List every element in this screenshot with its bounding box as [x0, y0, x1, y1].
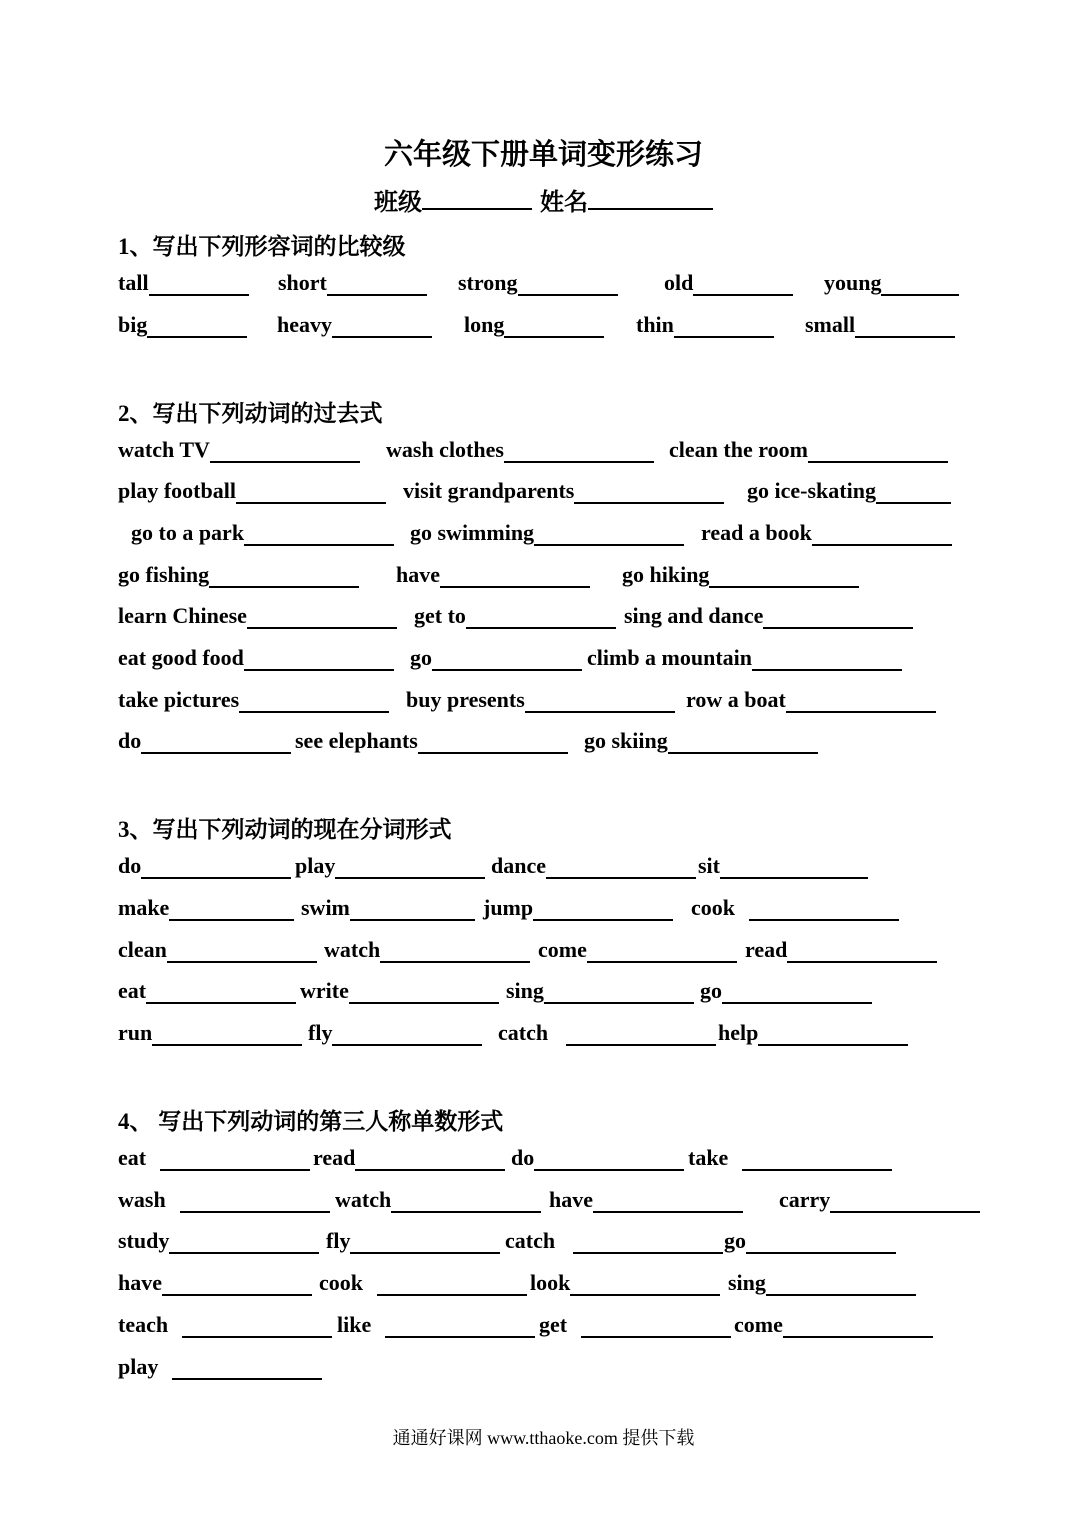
exercise-item: [691, 893, 899, 921]
exercise-item: [747, 476, 951, 504]
exercise-item: [319, 1268, 527, 1296]
answer-blank[interactable]: [546, 851, 696, 879]
answer-blank[interactable]: [466, 601, 616, 629]
answer-blank[interactable]: [335, 851, 485, 879]
exercise-item: [118, 893, 294, 921]
answer-blank[interactable]: [581, 1310, 731, 1338]
answer-blank[interactable]: [693, 268, 793, 296]
word-label: tall: [118, 270, 149, 295]
word-label: strong: [458, 270, 518, 295]
answer-blank[interactable]: [742, 1143, 892, 1171]
word-label: take: [688, 1145, 729, 1170]
word-label: big: [118, 312, 148, 337]
exercise-item: [300, 976, 499, 1004]
exercise-item: [118, 976, 296, 1004]
word-label: go ice-skating: [747, 478, 876, 503]
word-label: buy presents: [406, 687, 525, 712]
exercise-item: [131, 518, 394, 546]
word-label: carry: [779, 1187, 831, 1212]
answer-blank[interactable]: [876, 476, 951, 504]
answer-blank[interactable]: [332, 310, 432, 338]
exercise-item: [118, 1226, 319, 1254]
exercise-item: [118, 1018, 302, 1046]
answer-blank[interactable]: [146, 976, 296, 1004]
exercise-item: [295, 851, 485, 879]
exercise-item: [538, 935, 737, 963]
word-label: wash clothes: [386, 437, 504, 462]
answer-blank[interactable]: [210, 435, 360, 463]
answer-blank[interactable]: [349, 976, 499, 1004]
answer-blank[interactable]: [180, 1185, 330, 1213]
word-label: short: [278, 270, 327, 295]
answer-blank[interactable]: [152, 1018, 302, 1046]
word-label: go fishing: [118, 562, 210, 587]
exercise-item: [118, 1352, 322, 1380]
word-label: come: [538, 937, 587, 962]
exercise-item: [335, 1185, 541, 1213]
word-label: old: [664, 270, 694, 295]
exercise-item: [295, 726, 568, 754]
answer-blank[interactable]: [783, 1310, 933, 1338]
word-label: look: [530, 1270, 571, 1295]
exercise-item: [701, 518, 952, 546]
class-name-line: [0, 182, 1087, 217]
answer-blank[interactable]: [355, 1143, 505, 1171]
answer-blank[interactable]: [141, 726, 291, 754]
answer-blank[interactable]: [534, 518, 684, 546]
exercise-item: [483, 893, 673, 921]
exercise-item: [824, 268, 959, 296]
answer-blank[interactable]: [749, 893, 899, 921]
word-label: dance: [491, 853, 546, 878]
exercise-item: [118, 1268, 312, 1296]
word-label: come: [734, 1312, 783, 1337]
answer-blank[interactable]: [167, 935, 317, 963]
word-label: sit: [698, 853, 720, 878]
answer-blank[interactable]: [141, 851, 291, 879]
answer-blank[interactable]: [327, 268, 427, 296]
answer-blank[interactable]: [720, 851, 868, 879]
word-label: like: [337, 1312, 372, 1337]
word-label: do: [118, 728, 142, 753]
word-label: have: [549, 1187, 593, 1212]
answer-blank[interactable]: [812, 518, 952, 546]
answer-blank[interactable]: [172, 1352, 322, 1380]
answer-blank[interactable]: [380, 935, 530, 963]
exercise-item: [406, 685, 675, 713]
page-title: 六年级下册单词变形练习: [383, 139, 703, 171]
exercise-item: [530, 1268, 720, 1296]
exercise-item: [728, 1268, 916, 1296]
exercise-item: [118, 476, 386, 504]
exercise-item: [505, 1226, 723, 1254]
word-label: study: [118, 1228, 170, 1253]
word-label: get to: [414, 603, 466, 628]
answer-blank[interactable]: [149, 268, 249, 296]
word-label: do: [118, 853, 142, 878]
exercise-item: [118, 685, 389, 713]
word-label: go: [724, 1228, 746, 1253]
word-label: fly: [326, 1228, 351, 1253]
exercise-item: [458, 268, 618, 296]
answer-blank[interactable]: [162, 1268, 312, 1296]
answer-blank[interactable]: [432, 643, 582, 671]
exercise-item: [414, 601, 616, 629]
answer-blank[interactable]: [758, 1018, 908, 1046]
exercise-item: [805, 310, 955, 338]
exercise-item: [584, 726, 818, 754]
answer-blank[interactable]: [440, 560, 590, 588]
word-label: thin: [636, 312, 674, 337]
answer-blank[interactable]: [350, 1226, 500, 1254]
answer-blank[interactable]: [182, 1310, 332, 1338]
exercise-item: [278, 268, 427, 296]
word-label: clean: [118, 937, 167, 962]
exercise-item: [118, 851, 291, 879]
exercise-item: [498, 1018, 716, 1046]
answer-blank[interactable]: [236, 476, 386, 504]
exercise-item: [313, 1143, 505, 1171]
word-label: play football: [118, 478, 236, 503]
word-label: take pictures: [118, 687, 240, 712]
word-label: go hiking: [622, 562, 710, 587]
word-label: cook: [319, 1270, 363, 1295]
exercise-item: [118, 643, 394, 671]
word-label: cook: [691, 895, 735, 920]
word-label: play: [118, 1354, 159, 1379]
word-label: sing: [506, 978, 544, 1003]
exercise-item: [386, 435, 654, 463]
section-title-4: 4、 写出下列动词的第三人称单数形式: [118, 1109, 504, 1134]
exercise-item: [118, 310, 247, 338]
exercise-item: [624, 601, 913, 629]
answer-blank[interactable]: [247, 601, 397, 629]
answer-blank[interactable]: [239, 685, 389, 713]
answer-blank[interactable]: [147, 310, 247, 338]
exercise-item: [539, 1310, 731, 1338]
exercise-item: [686, 685, 936, 713]
exercise-item: [587, 643, 902, 671]
word-label: small: [805, 312, 856, 337]
exercise-item: [301, 893, 475, 921]
word-label: make: [118, 895, 170, 920]
exercise-item: [549, 1185, 743, 1213]
exercise-item: [337, 1310, 535, 1338]
answer-blank[interactable]: [533, 893, 673, 921]
exercise-item: [277, 310, 432, 338]
answer-blank[interactable]: [525, 685, 675, 713]
exercise-item: [118, 268, 249, 296]
exercise-item: [734, 1310, 933, 1338]
word-label: watch: [335, 1187, 392, 1212]
exercise-item: [118, 935, 317, 963]
word-label: sing and dance: [624, 603, 764, 628]
exercise-item: [308, 1018, 482, 1046]
section-title-2: 2、写出下列动词的过去式: [118, 401, 383, 426]
word-label: heavy: [277, 312, 332, 337]
class-label: 班级: [374, 190, 422, 216]
word-label: catch: [498, 1020, 549, 1045]
exercise-item: [118, 1143, 310, 1171]
word-label: run: [118, 1020, 153, 1045]
answer-blank[interactable]: [418, 726, 568, 754]
answer-blank[interactable]: [763, 601, 913, 629]
answer-blank[interactable]: [244, 518, 394, 546]
answer-blank[interactable]: [209, 560, 359, 588]
word-label: eat: [118, 1145, 147, 1170]
answer-blank[interactable]: [881, 268, 959, 296]
exercise-item: [118, 435, 360, 463]
answer-blank[interactable]: [385, 1310, 535, 1338]
answer-blank[interactable]: [668, 726, 818, 754]
answer-blank[interactable]: [504, 310, 604, 338]
exercise-item: [636, 310, 774, 338]
answer-blank[interactable]: [244, 643, 394, 671]
answer-blank[interactable]: [830, 1185, 980, 1213]
word-label: eat: [118, 978, 147, 1003]
answer-blank[interactable]: [169, 893, 294, 921]
answer-blank[interactable]: [674, 310, 774, 338]
answer-blank[interactable]: [544, 976, 694, 1004]
answer-blank[interactable]: [752, 643, 902, 671]
exercise-item: [669, 435, 948, 463]
word-label: eat good food: [118, 645, 244, 670]
exercise-item: [118, 726, 291, 754]
exercise-item: [622, 560, 859, 588]
exercise-item: [118, 1310, 332, 1338]
word-label: have: [396, 562, 440, 587]
word-label: go skiing: [584, 728, 668, 753]
answer-blank[interactable]: [518, 268, 618, 296]
word-label: row a boat: [686, 687, 786, 712]
section-title-1: 1、写出下列形容词的比较级: [118, 234, 406, 259]
word-label: visit grandparents: [403, 478, 575, 503]
answer-blank[interactable]: [570, 1268, 720, 1296]
exercise-item: [698, 851, 868, 879]
section-title-3: 3、写出下列动词的现在分词形式: [118, 817, 452, 842]
word-label: wash: [118, 1187, 166, 1212]
exercise-item: [118, 601, 397, 629]
word-label: learn Chinese: [118, 603, 247, 628]
word-label: read: [745, 937, 788, 962]
answer-blank[interactable]: [332, 1018, 482, 1046]
name-label: 姓名: [540, 190, 588, 216]
answer-blank[interactable]: [573, 1226, 723, 1254]
exercise-item: [506, 976, 694, 1004]
name-blank[interactable]: [588, 182, 713, 210]
exercise-item: [745, 935, 937, 963]
word-label: help: [718, 1020, 759, 1045]
word-label: watch: [324, 937, 381, 962]
answer-blank[interactable]: [746, 1226, 896, 1254]
word-label: read: [313, 1145, 356, 1170]
word-label: play: [295, 853, 336, 878]
word-label: long: [464, 312, 505, 337]
word-label: teach: [118, 1312, 169, 1337]
word-label: go to a park: [131, 520, 245, 545]
answer-blank[interactable]: [766, 1268, 916, 1296]
answer-blank[interactable]: [160, 1143, 310, 1171]
exercise-item: [118, 1185, 330, 1213]
answer-blank[interactable]: [855, 310, 955, 338]
word-label: sing: [728, 1270, 766, 1295]
word-label: watch TV: [118, 437, 210, 462]
answer-blank[interactable]: [808, 435, 948, 463]
answer-blank[interactable]: [504, 435, 654, 463]
exercise-item: [724, 1226, 896, 1254]
exercise-item: [410, 518, 684, 546]
word-label: read a book: [701, 520, 812, 545]
exercise-item: [491, 851, 696, 879]
word-label: jump: [483, 895, 534, 920]
word-label: catch: [505, 1228, 556, 1253]
word-label: write: [300, 978, 349, 1003]
exercise-item: [410, 643, 582, 671]
word-label: climb a mountain: [587, 645, 753, 670]
word-label: get: [539, 1312, 568, 1337]
exercise-item: [118, 560, 359, 588]
answer-blank[interactable]: [350, 893, 475, 921]
word-label: go swimming: [410, 520, 535, 545]
word-label: see elephants: [295, 728, 418, 753]
answer-blank[interactable]: [587, 935, 737, 963]
exercise-item: [779, 1185, 980, 1213]
exercise-item: [396, 560, 590, 588]
answer-blank[interactable]: [534, 1143, 684, 1171]
answer-blank[interactable]: [391, 1185, 541, 1213]
answer-blank[interactable]: [786, 685, 936, 713]
exercise-item: [688, 1143, 892, 1171]
answer-blank[interactable]: [787, 935, 937, 963]
word-label: young: [824, 270, 882, 295]
exercise-item: [664, 268, 793, 296]
answer-blank[interactable]: [722, 976, 872, 1004]
exercise-item: [700, 976, 872, 1004]
word-label: go: [700, 978, 722, 1003]
exercise-item: [403, 476, 724, 504]
exercise-item: [326, 1226, 500, 1254]
word-label: fly: [308, 1020, 333, 1045]
exercise-item: [718, 1018, 908, 1046]
footer-text: 通通好课网 www.tthaoke.com 提供下载: [392, 1428, 695, 1448]
word-label: have: [118, 1270, 162, 1295]
answer-blank[interactable]: [593, 1185, 743, 1213]
answer-blank[interactable]: [377, 1268, 527, 1296]
answer-blank[interactable]: [709, 560, 859, 588]
word-label: do: [511, 1145, 535, 1170]
exercise-item: [464, 310, 604, 338]
answer-blank[interactable]: [566, 1018, 716, 1046]
answer-blank[interactable]: [574, 476, 724, 504]
exercise-item: [511, 1143, 684, 1171]
word-label: clean the room: [669, 437, 808, 462]
word-label: swim: [301, 895, 350, 920]
exercise-item: [324, 935, 530, 963]
answer-blank[interactable]: [169, 1226, 319, 1254]
word-label: go: [410, 645, 432, 670]
class-blank[interactable]: [422, 182, 532, 210]
